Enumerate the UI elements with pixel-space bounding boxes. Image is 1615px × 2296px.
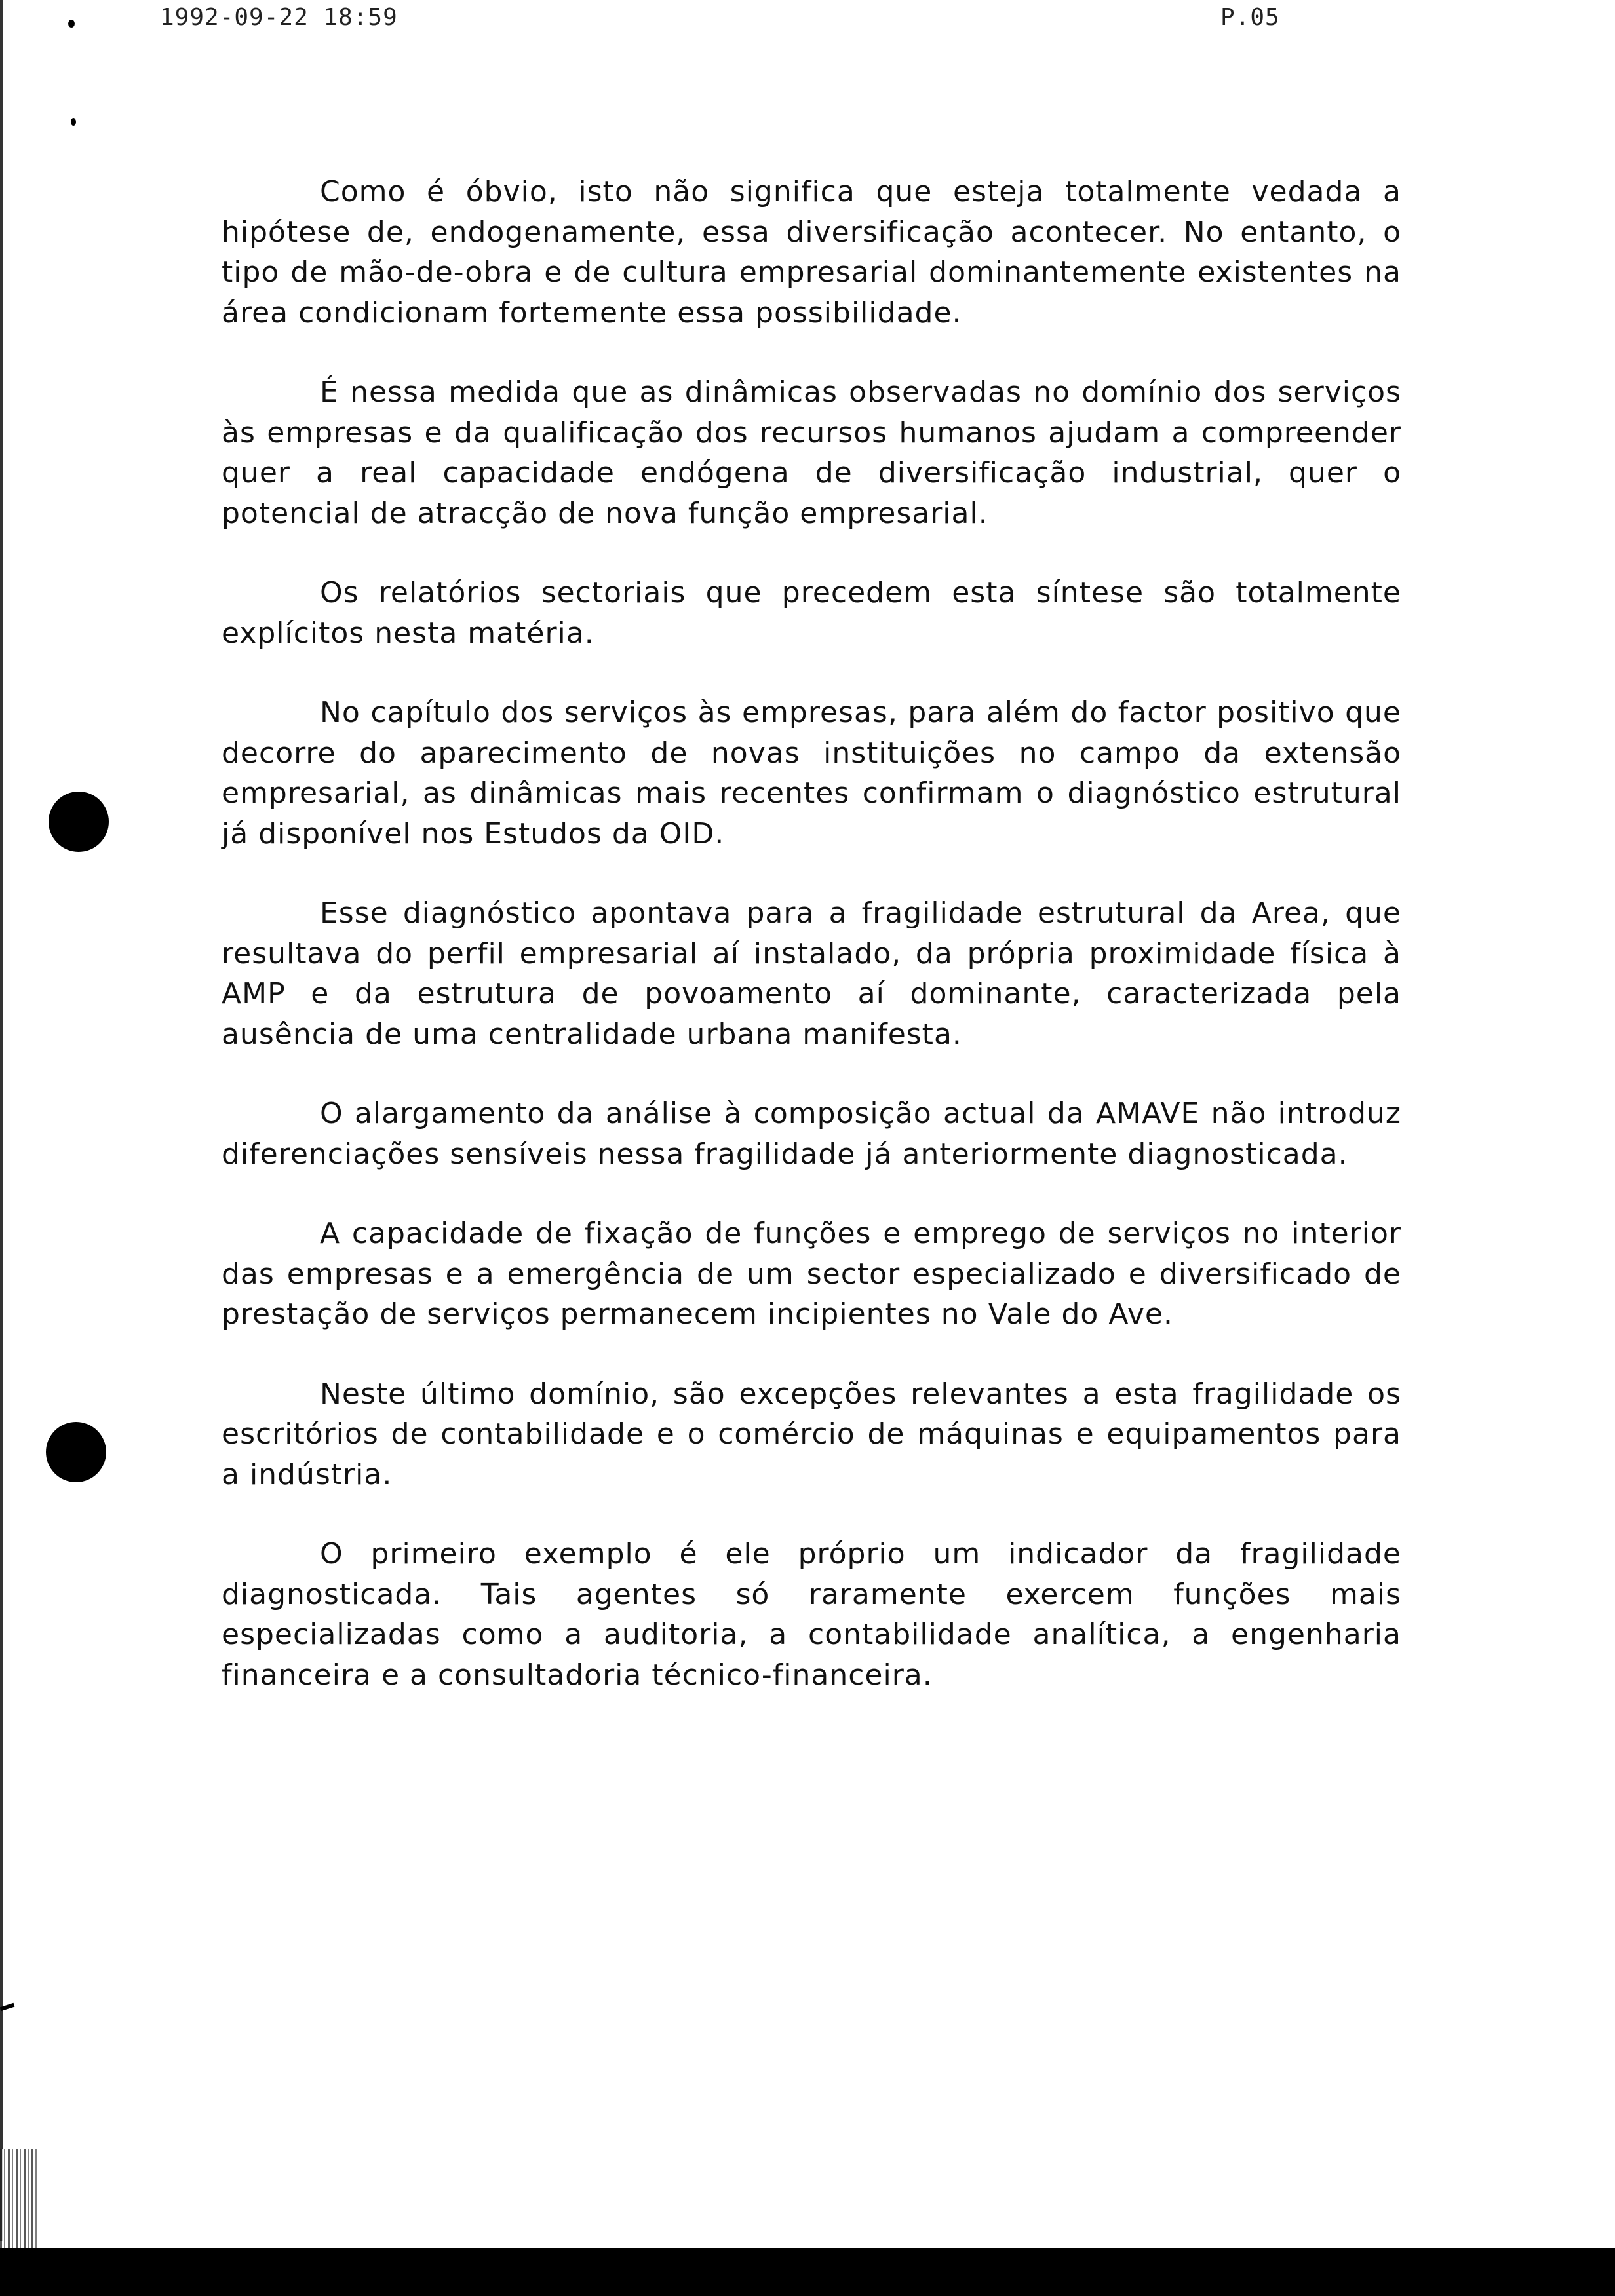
paragraph: Como é óbvio, isto não significa que esteja totalmente vedada a hipótese de, endogenamente, essa diversificação acontecer. No entanto, o tipo de mão-de-obra e de cultura empresarial dominantemente existentes na área condicionam fortemente essa possibilidade. — [222, 175, 1401, 330]
paragraph: No capítulo dos serviços às empresas, para além do factor positivo que decorre do aparecimento de novas instituições no campo da extensão empresarial, as dinâmicas mais recentes confirmam o diagnóstico estrutural já disponível nos Estudos da OID. — [222, 696, 1401, 851]
scan-bottom-border — [0, 2248, 1615, 2296]
paragraph: O alargamento da análise à composição actual da AMAVE não introduz diferenciações sensíveis nessa fragilidade já anteriormente diagnosticada. — [222, 1097, 1401, 1171]
paragraph: A capacidade de fixação de funções e emprego de serviços no interior das empresas e a emergência de um sector especializado e diversificado de prestação de serviços permanecem incipientes no Vale do Ave. — [222, 1217, 1401, 1331]
fax-page-number: P.05 — [1220, 4, 1280, 31]
punch-hole — [49, 792, 109, 852]
scan-noise — [0, 2149, 39, 2248]
paragraph: Neste último domínio, são excepções relevantes a esta fragilidade os escritórios de contabilidade e o comércio de máquinas e equipamentos para a indústria. — [222, 1377, 1401, 1491]
paragraph: Os relatórios sectoriais que precedem esta síntese são totalmente explícitos nesta matéria. — [222, 576, 1401, 650]
scan-left-edge — [0, 0, 3, 2241]
fax-header — [0, 4, 1615, 37]
paragraph: Esse diagnóstico apontava para a fragilidade estrutural da Area, que resultava do perfil empresarial aí instalado, da própria proximidade física à AMP e da estrutura de povoamento aí dominante, caracterizada pela ausência de uma centralidade urbana manifesta. — [222, 896, 1401, 1051]
document-body — [222, 172, 1401, 1734]
scan-speck — [71, 118, 76, 126]
punch-hole — [46, 1422, 106, 1482]
paragraph: É nessa medida que as dinâmicas observadas no domínio dos serviços às empresas e da qualificação dos recursos humanos ajudam a compreender quer a real capacidade endógena de diversificação industrial, quer o potencial de atracção de nova função empresarial. — [222, 375, 1401, 530]
paragraph: O primeiro exemplo é ele próprio um indicador da fragilidade diagnosticada. Tais agentes só raramente exercem funções mais especializadas como a auditoria, a contabilidade analítica, a engenharia financeira e a consultadoria técnico-financeira. — [222, 1537, 1401, 1692]
fax-datetime: 1992-09-22 18:59 — [160, 4, 398, 31]
